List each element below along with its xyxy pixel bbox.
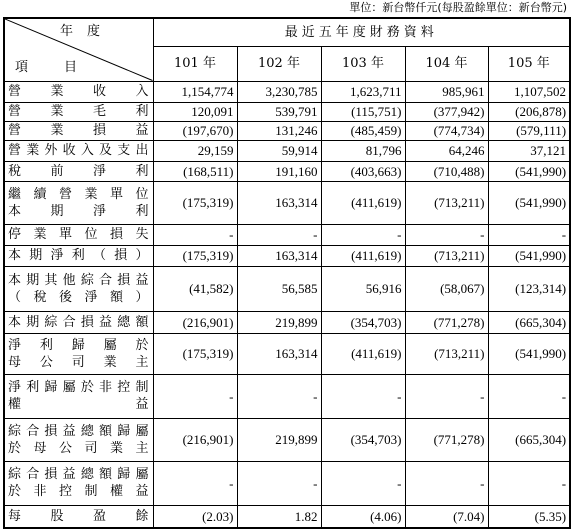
table-row <box>4 461 570 505</box>
unit-note: 單位：新台幣仟元(每股盈餘單位：新台幣元) <box>349 1 567 14</box>
value-cell: - <box>321 224 405 245</box>
row-label-line: 本期其他綜合損益 <box>8 272 150 288</box>
value-cell: 1,154,774 <box>153 81 237 102</box>
value-cell: (354,703) <box>321 311 405 333</box>
value-cell: (41,582) <box>153 266 237 311</box>
row-label <box>4 102 153 121</box>
row-label-line: 每股盈餘 <box>8 508 150 524</box>
value-cell: (115,751) <box>321 102 405 121</box>
value-cell: 3,230,785 <box>237 81 321 102</box>
value-cell: 191,160 <box>237 161 321 181</box>
value-cell: - <box>237 374 321 418</box>
value-cell: (771,278) <box>405 418 488 461</box>
value-cell: (541,990) <box>488 333 570 374</box>
value-cell: (713,211) <box>405 333 488 374</box>
value-cell: 81,796 <box>321 140 405 161</box>
header-item-label: 項目 <box>15 59 114 75</box>
value-cell: - <box>405 224 488 245</box>
value-cell: (2.03) <box>153 505 237 528</box>
value-cell: 1.82 <box>237 505 321 528</box>
value-cell: (541,990) <box>488 245 570 266</box>
value-cell: - <box>488 374 570 418</box>
value-cell: - <box>153 224 237 245</box>
row-label-line: 營業損益 <box>8 123 150 138</box>
value-cell: (175,319) <box>153 181 237 224</box>
row-label-line: 停業單位損失 <box>8 227 150 242</box>
row-label-line: 本期淨利 <box>8 203 150 219</box>
row-label-line: 營業收入 <box>8 84 150 99</box>
value-cell: (197,670) <box>153 121 237 140</box>
table-row <box>4 224 570 245</box>
value-cell: (665,304) <box>488 311 570 333</box>
value-cell: - <box>237 224 321 245</box>
value-cell: (579,111) <box>488 121 570 140</box>
year-header: 101 年 <box>153 46 237 81</box>
row-label-line: 於非控制權益 <box>8 484 150 499</box>
value-cell: 1,107,502 <box>488 81 570 102</box>
row-label <box>4 224 153 245</box>
table-row <box>4 181 570 224</box>
value-cell: - <box>321 374 405 418</box>
value-cell: 56,916 <box>321 266 405 311</box>
value-cell: - <box>488 224 570 245</box>
value-cell: (713,211) <box>405 181 488 224</box>
row-label <box>4 418 153 461</box>
value-cell: (216,901) <box>153 311 237 333</box>
row-label-line: 本期淨利（損） <box>8 248 150 263</box>
value-cell: 64,246 <box>405 140 488 161</box>
table-row <box>4 333 570 374</box>
value-cell: - <box>405 461 488 505</box>
value-cell: 163,314 <box>237 245 321 266</box>
year-header: 105 年 <box>488 46 570 81</box>
year-header: 104 年 <box>405 46 488 81</box>
value-cell: (123,314) <box>488 266 570 311</box>
value-cell: 163,314 <box>237 181 321 224</box>
value-cell: 56,585 <box>237 266 321 311</box>
value-cell: (175,319) <box>153 245 237 266</box>
value-cell: (713,211) <box>405 245 488 266</box>
value-cell: 37,121 <box>488 140 570 161</box>
year-header: 103 年 <box>321 46 405 81</box>
row-label <box>4 374 153 418</box>
value-cell: 219,899 <box>237 311 321 333</box>
value-cell: - <box>153 461 237 505</box>
value-cell: (4.06) <box>321 505 405 528</box>
table-row <box>4 161 570 181</box>
financial-table <box>3 17 571 529</box>
header-corner-cell <box>4 18 153 81</box>
value-cell: (175,319) <box>153 333 237 374</box>
row-label <box>4 121 153 140</box>
value-cell: (665,304) <box>488 418 570 461</box>
row-label-line: 本期綜合損益總額 <box>8 314 150 330</box>
value-cell: 59,914 <box>237 140 321 161</box>
value-cell: (771,278) <box>405 311 488 333</box>
value-cell: (5.35) <box>488 505 570 528</box>
row-label <box>4 161 153 181</box>
value-cell: - <box>153 374 237 418</box>
row-label-line: 權益 <box>8 397 150 412</box>
row-label-line: 繼續營業單位 <box>8 186 150 202</box>
row-label-line: 營業外收入及支出 <box>8 143 150 158</box>
year-header: 102 年 <box>237 46 321 81</box>
table-row <box>4 266 570 311</box>
value-cell: (485,459) <box>321 121 405 140</box>
value-cell: (710,488) <box>405 161 488 181</box>
row-label-line: 淨利歸屬於 <box>8 337 150 353</box>
row-label <box>4 245 153 266</box>
row-label <box>4 333 153 374</box>
value-cell: 120,091 <box>153 102 237 121</box>
value-cell: (411,619) <box>321 333 405 374</box>
value-cell: (206,878) <box>488 102 570 121</box>
value-cell: (58,067) <box>405 266 488 311</box>
main-title: 最近五年度財務資料 <box>153 18 570 46</box>
row-label-line: 於母公司業主 <box>8 440 150 456</box>
value-cell: 1,623,711 <box>321 81 405 102</box>
row-label <box>4 461 153 505</box>
value-cell: - <box>405 374 488 418</box>
row-label <box>4 81 153 102</box>
value-cell: 219,899 <box>237 418 321 461</box>
row-label <box>4 181 153 224</box>
row-label-line: 稅前淨利 <box>8 163 150 179</box>
table-row <box>4 140 570 161</box>
value-cell: 539,791 <box>237 102 321 121</box>
value-cell: (411,619) <box>321 245 405 266</box>
row-label <box>4 266 153 311</box>
value-cell: 29,159 <box>153 140 237 161</box>
row-label-line: 母公司業主 <box>8 354 150 370</box>
value-cell: 163,314 <box>237 333 321 374</box>
value-cell: (411,619) <box>321 181 405 224</box>
value-cell: (354,703) <box>321 418 405 461</box>
row-label <box>4 140 153 161</box>
table-row <box>4 311 570 333</box>
value-cell: (403,663) <box>321 161 405 181</box>
value-cell: 131,246 <box>237 121 321 140</box>
table-row <box>4 81 570 102</box>
row-label-line: 綜合損益總額歸屬 <box>8 467 150 482</box>
value-cell: - <box>321 461 405 505</box>
value-cell: (774,734) <box>405 121 488 140</box>
table-row <box>4 374 570 418</box>
value-cell: (168,511) <box>153 161 237 181</box>
value-cell: - <box>237 461 321 505</box>
value-cell: (216,901) <box>153 418 237 461</box>
row-label-line: 綜合損益總額歸屬 <box>8 423 150 439</box>
table-row <box>4 418 570 461</box>
row-label <box>4 311 153 333</box>
value-cell: - <box>488 461 570 505</box>
value-cell: (377,942) <box>405 102 488 121</box>
table-row <box>4 121 570 140</box>
table-row <box>4 102 570 121</box>
value-cell: (541,990) <box>488 161 570 181</box>
value-cell: (541,990) <box>488 181 570 224</box>
table-row <box>4 245 570 266</box>
value-cell: (7.04) <box>405 505 488 528</box>
value-cell: 985,961 <box>405 81 488 102</box>
row-label-line: （稅後淨額） <box>8 289 150 305</box>
table-row <box>4 505 570 528</box>
row-label-line: 營業毛利 <box>8 104 150 119</box>
header-year-label: 年度 <box>60 24 115 39</box>
row-label-line: 淨利歸屬於非控制 <box>8 380 150 395</box>
row-label <box>4 505 153 528</box>
